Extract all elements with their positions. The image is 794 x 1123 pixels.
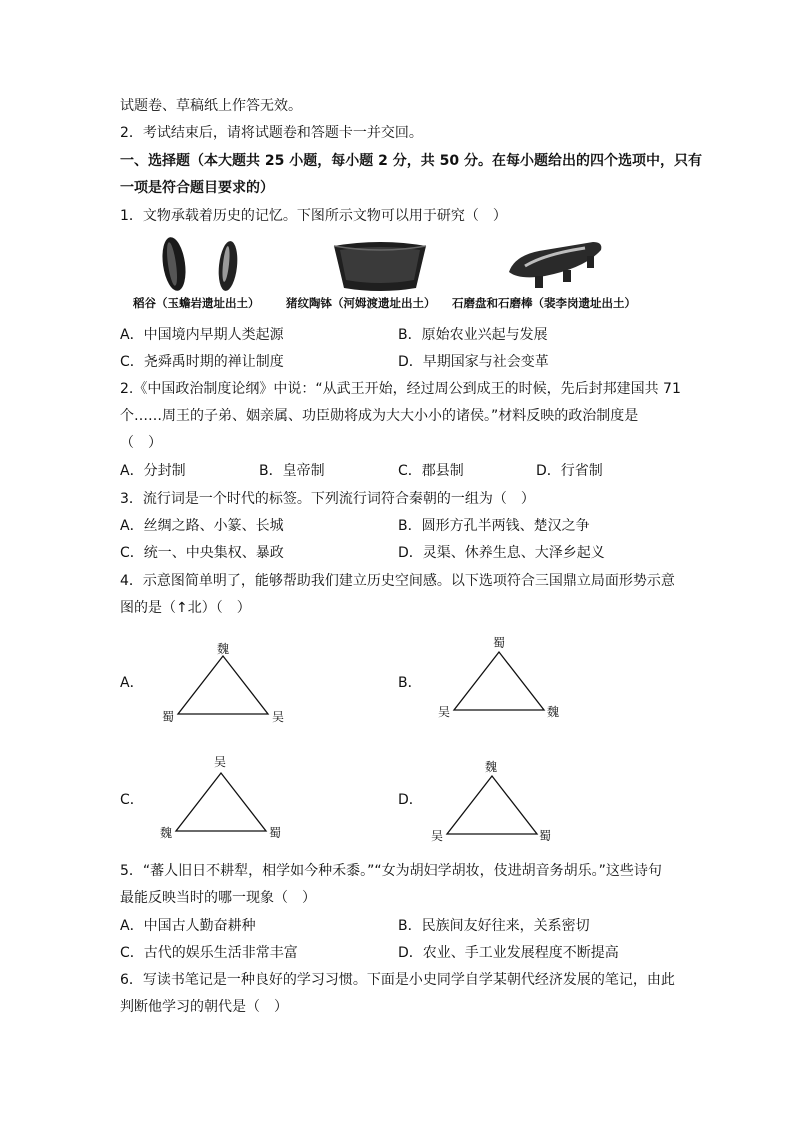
q5-stem-line-1: 5．“蕃人旧日不耕犁，相学如今种禾黍。”“女为胡妇学胡妆，伎进胡音务胡乐。”这些诗句 [120,863,662,879]
caption-grinding-stone: 石磨盘和石磨棒（裴李岗遗址出土） [452,296,636,310]
q2-stem-line-1: 2.《中国政治制度论纲》中说：“从武王开始，经过周公到成王的时候，先后封邦建国共 71 [120,381,681,397]
q5-option-b[interactable]: B．民族间友好往来，关系密切 [398,918,590,934]
diagram-c-right-label: 蜀 [269,826,282,840]
diagram-c-left-label: 魏 [160,826,173,840]
diagram-a-top-label: 魏 [217,642,230,656]
note-line-2: 2．考试结束后，请将试题卷和答题卡一并交回。 [120,125,423,141]
q2-option-d[interactable]: D．行省制 [536,463,603,479]
diagram-a-left-label: 蜀 [162,710,175,724]
pottery-bowl-image [330,240,430,292]
q1-option-b[interactable]: B．原始农业兴起与发展 [398,327,548,343]
q1-option-c[interactable]: C．尧舜禹时期的禅让制度 [120,354,284,370]
q3-option-c[interactable]: C．统一、中央集权、暴政 [120,545,284,561]
q2-option-a[interactable]: A．分封制 [120,463,186,479]
q4-option-b-letter[interactable]: B． [398,675,422,691]
diagram-d-left-label: 吴 [431,829,444,843]
triangle-diagram-a [176,652,270,718]
q2-stem-line-3: （ ） [120,435,162,451]
diagram-d-right-label: 蜀 [539,829,552,843]
grinding-stone-image [505,238,605,294]
q5-option-c[interactable]: C．古代的娱乐生活非常丰富 [120,945,298,961]
q5-option-d[interactable]: D．农业、手工业发展程度不断提高 [398,945,619,961]
q4-option-d-letter[interactable]: D． [398,792,423,808]
diagram-d-top-label: 魏 [485,760,498,774]
q3-option-b[interactable]: B．圆形方孔半两钱、楚汉之争 [398,518,590,534]
q1-option-a[interactable]: A．中国境内早期人类起源 [120,327,284,343]
diagram-b-right-label: 魏 [547,705,560,719]
caption-rice: 稻谷（玉蟾岩遗址出土） [133,296,260,310]
q3-stem: 3．流行词是一个时代的标签。下列流行词符合秦朝的一组为（ ） [120,491,535,507]
triangle-diagram-d [445,772,539,838]
q2-option-c[interactable]: C．郡县制 [398,463,464,479]
diagram-c-top-label: 吴 [214,755,227,769]
q5-stem-line-2: 最能反映当时的哪一现象（ ） [120,890,316,906]
q4-option-a-letter[interactable]: A． [120,675,144,691]
q1-option-d[interactable]: D．早期国家与社会变革 [398,354,549,370]
section-heading-line-2: 一项是符合题目要求的） [120,180,274,196]
q5-option-a[interactable]: A．中国古人勤奋耕种 [120,918,256,934]
q1-stem: 1．文物承载着历史的记忆。下图所示文物可以用于研究（ ） [120,208,507,224]
q3-option-a[interactable]: A．丝绸之路、小篆、长城 [120,518,284,534]
note-line-1: 试题卷、草稿纸上作答无效。 [120,98,302,114]
q6-stem-line-2: 判断他学习的朝代是（ ） [120,999,288,1015]
caption-pottery: 猪纹陶钵（河姆渡遗址出土） [286,296,436,310]
diagram-a-right-label: 吴 [272,710,285,724]
q6-stem-line-1: 6．写读书笔记是一种良好的学习习惯。下面是小史同学自学某朝代经济发展的笔记，由此 [120,972,675,988]
section-heading-line-1: 一、选择题（本大题共 25 小题，每小题 2 分，共 50 分。在每小题给出的四个选项中，只有 [120,153,702,169]
q2-option-b[interactable]: B．皇帝制 [259,463,325,479]
triangle-diagram-c [174,769,268,835]
q4-stem-line-1: 4．示意图简单明了，能够帮助我们建立历史空间感。以下选项符合三国鼎立局面形势示意 [120,573,675,589]
diagram-b-left-label: 吴 [438,705,451,719]
q4-stem-line-2: 图的是（↑北）（ ） [120,600,251,616]
q4-option-c-letter[interactable]: C． [120,792,144,808]
triangle-diagram-b [452,648,546,714]
diagram-b-top-label: 蜀 [493,636,506,650]
q2-stem-line-2: 个……周王的子弟、姻亲属、功臣勋将成为大大小小的诸侯。”材料反映的政治制度是 [120,408,639,424]
rice-grains-image [150,234,260,298]
q3-option-d[interactable]: D．灵渠、休养生息、大泽乡起义 [398,545,605,561]
